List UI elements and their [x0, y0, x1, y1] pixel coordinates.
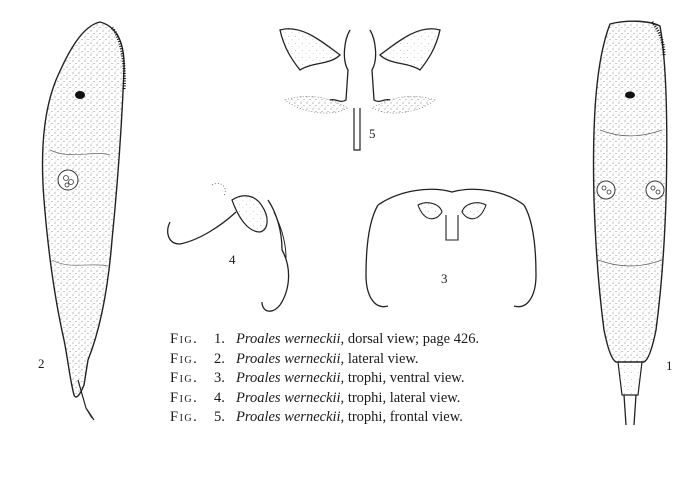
figure-number-5: 5 [369, 126, 376, 141]
figure-number-3: 3 [441, 271, 448, 286]
caption-number: 1. [214, 331, 225, 347]
figure-number-2: 2 [38, 356, 45, 371]
caption-number: 3. [214, 370, 225, 386]
caption-line [170, 330, 590, 350]
caption-line [170, 350, 590, 370]
caption-species: Proales werneckii, [236, 409, 345, 425]
caption-text: trophi, ventral view. [344, 370, 465, 386]
caption-species: Proales werneckii, [236, 350, 345, 367]
figure-2-lateral-view-drawing [43, 22, 125, 420]
caption-species: Proales werneckii, [236, 370, 345, 386]
caption-species: Proales werneckii, [236, 331, 345, 347]
figure-captions [170, 330, 590, 428]
figure-3-trophi-ventral-drawing [366, 189, 536, 306]
caption-prefix: Fig. [170, 389, 199, 406]
caption-prefix: Fig. [170, 350, 199, 367]
caption-line [170, 369, 590, 389]
caption-species: Proales werneckii, [236, 389, 345, 406]
caption-number: 2. [214, 350, 225, 367]
caption-number: 4. [214, 389, 225, 406]
caption-text: dorsal view; page 426. [344, 331, 480, 347]
caption-number: 5. [214, 409, 225, 425]
caption-line [170, 389, 590, 409]
figure-number-4: 4 [229, 252, 236, 267]
caption-line [170, 408, 590, 428]
figure-number-1: 1 [666, 358, 673, 373]
caption-prefix: Fig. [170, 331, 199, 347]
figure-5-trophi-frontal-drawing [280, 29, 440, 150]
caption-text: trophi, lateral view. [344, 389, 461, 406]
caption-text: lateral view. [344, 350, 419, 367]
caption-text: trophi, frontal view. [344, 409, 463, 425]
figure-4-trophi-lateral-drawing [168, 183, 289, 311]
caption-prefix: Fig. [170, 370, 199, 386]
figure-1-dorsal-view-drawing [594, 21, 667, 425]
caption-prefix: Fig. [170, 409, 199, 425]
